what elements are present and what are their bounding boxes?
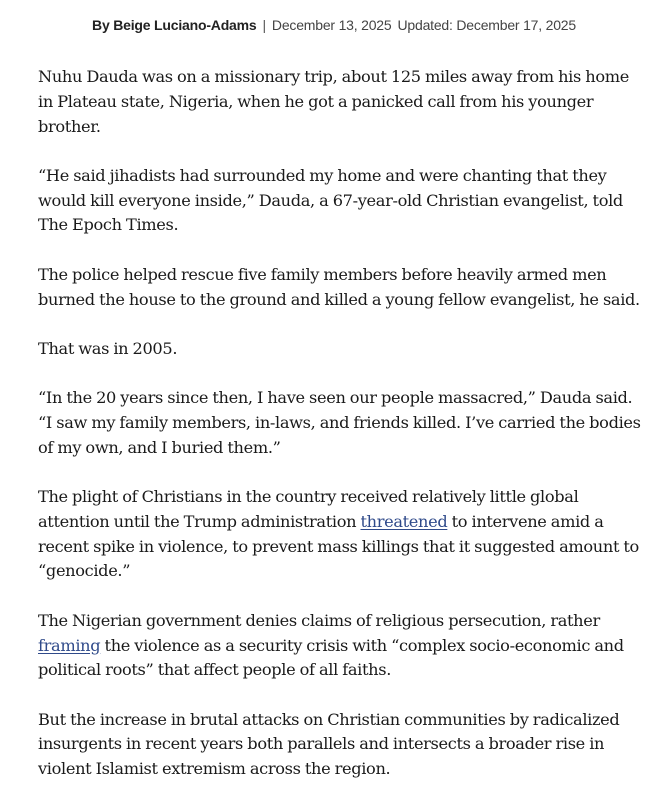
- paragraph-6: [38, 485, 642, 584]
- article-byline: [0, 17, 668, 33]
- paragraph-4: That was in 2005.: [38, 338, 178, 358]
- byline-separator: |: [262, 17, 266, 33]
- paragraph-7-text-end: the violence as a security crisis with “complex socio-economic and political roots” that affect people of all faiths.: [38, 635, 624, 680]
- paragraph-2: “He said jihadists had surrounded my home and were chanting that they would kill everyone inside,” Dauda, a 67-year-old Christian evangelist, told The Epoch Times.: [38, 165, 623, 235]
- paragraph-8: But the increase in brutal attacks on Christian communities by radicalized insurgents in recent years both parallels and intersects a broader rise in violent Islamist extremism across the region.: [38, 709, 620, 779]
- author-name[interactable]: [92, 17, 256, 33]
- paragraph-6-text-end: to intervene amid a recent spike in violence, to prevent mass killings that it suggested amount to “genocide.”: [38, 511, 639, 581]
- paragraph-5: “In the 20 years since then, I have seen our people massacred,” Dauda said. “I saw my family members, in-laws, and friends killed. I’ve carried the bodies of my own, and I buried them.”: [38, 388, 641, 457]
- framing-link[interactable]: framing: [38, 635, 101, 655]
- paragraph-3: The police helped rescue five family members before heavily armed men burned the house to the ground and killed a young fellow evangelist, he said.: [38, 264, 640, 309]
- paragraph-6-text-start: The plight of Christians in the country received relatively little global attention until the Trump administration: [38, 487, 579, 531]
- author-name-text: Beige Luciano-Adams: [113, 17, 257, 33]
- updated-date: Updated: December 17, 2025: [397, 17, 576, 33]
- paragraph-7-text-start: The Nigerian government denies claims of religious persecution, rather: [38, 610, 600, 630]
- threatened-link[interactable]: threatened: [360, 511, 448, 531]
- article-body: [38, 65, 642, 807]
- paragraph-7: [38, 609, 642, 683]
- publish-date: December 13, 2025: [271, 17, 392, 33]
- author-prefix: By: [92, 17, 110, 33]
- paragraph-1: Nuhu Dauda was on a missionary trip, about 125 miles away from his home in Plateau state, Nigeria, when he got a panicked call from his younger brother.: [38, 67, 629, 136]
